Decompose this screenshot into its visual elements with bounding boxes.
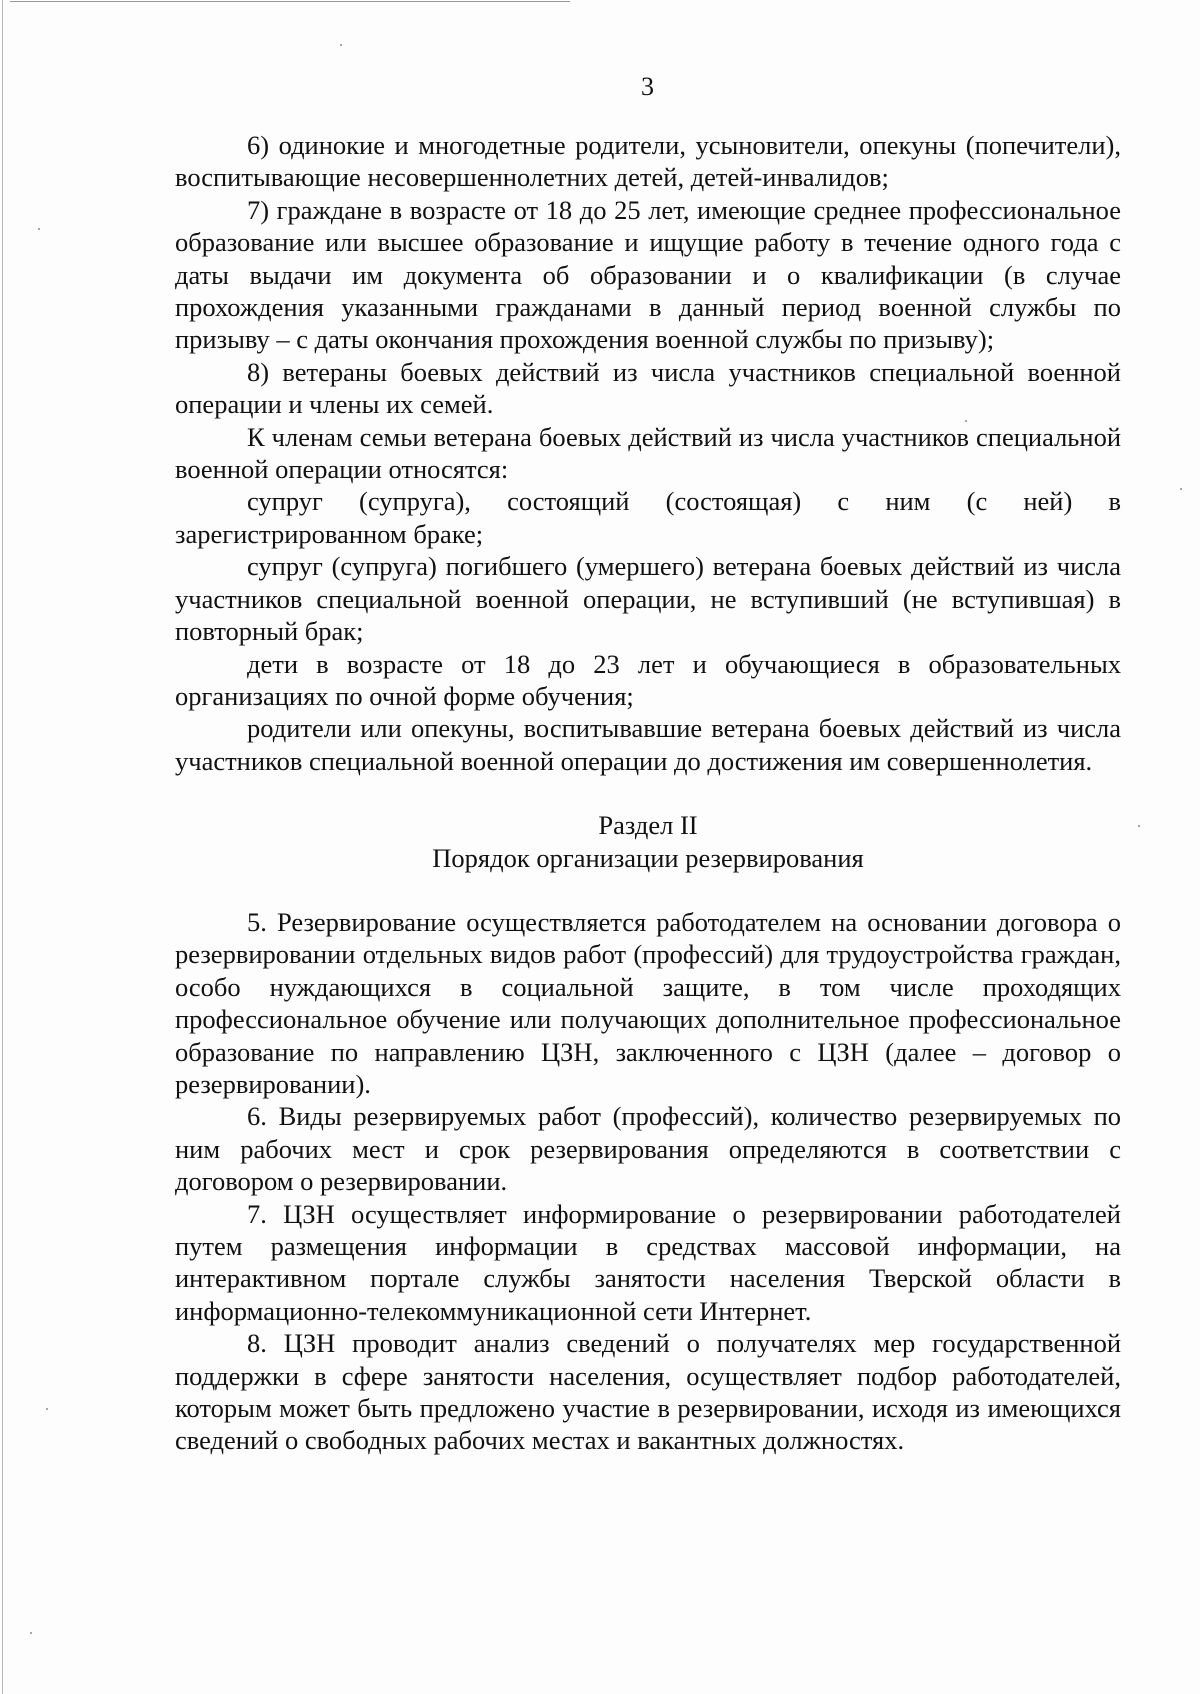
scan-speck [1180, 488, 1182, 490]
document-body [175, 129, 1121, 1457]
section-title: Порядок организации резервирования [432, 842, 864, 873]
clause-8: 8. ЦЗН проводит анализ сведений о получателях мер государственной поддержки в сфере занятости населения, осуществляет подбор работодателей, которым может быть предложено участие в резервировании, исходя из имеющихся сведений о свободных рабочих местах и вакантных должностях. [175, 1328, 1121, 1456]
scan-speck [1138, 825, 1140, 827]
list-item-6: 6) одинокие и многодетные родители, усыновители, опекуны (попечители), воспитывающие несовершеннолетних детей, детей-инвалидов; [175, 130, 1121, 193]
list-item-7: 7) граждане в возрасте от 18 до 25 лет, имеющие среднее профессиональное образование или высшее образование и ищущие работу в течение одного года с даты выдачи им документа об образовании и о квалификации (в случае прохождения указанными гражданами в данный период военной службы по призыву – с даты окончания прохождения военной службы по призыву); [175, 194, 1121, 355]
family-member-parents: родители или опекуны, воспитывавшие ветерана боевых действий из числа участников специальной военной операции до достижения им совершеннолетия. [175, 713, 1121, 776]
clause-7: 7. ЦЗН осуществляет информирование о резервировании работодателей путем размещения информации в средствах массовой информации, на интерактивном портале службы занятости населения Тверской области в информационно-телекоммуникационной сети Интернет. [175, 1198, 1121, 1326]
section-label: Раздел II [598, 810, 698, 841]
scan-edge-top [10, 1, 570, 2]
clause-5: 5. Резервирование осуществляется работодателем на основании договора о резервировании отдельных видов работ (профессий) для трудоустройства граждан, особо нуждающихся в социальной защите, в том числе проходящих профессиональное обучение или получающих дополнительное профессиональное образование по направлению ЦЗН, заключенного с ЦЗН (далее – договор о резервировании). [175, 906, 1121, 1099]
family-member-spouse: супруг (супруга), состоящий (состоящая) с ним (с ней) в зарегистрированном браке; [175, 486, 1121, 549]
scan-edge-left [2, 0, 3, 1694]
list-item-8: 8) ветераны боевых действий из числа участников специальной военной операции и члены их семей. [175, 356, 1121, 420]
scan-speck [30, 1632, 32, 1634]
scan-speck [38, 228, 40, 230]
scan-speck [340, 44, 342, 46]
clause-6: 6. Виды резервируемых работ (профессий), количество резервируемых по ним рабочих мест и срок резервирования определяются в соответствии с договором о резервировании. [175, 1101, 1121, 1197]
family-member-children: дети в возрасте от 18 до 23 лет и обучающиеся в образовательных организациях по очной форме обучения; [175, 648, 1121, 711]
page-number: 3 [641, 72, 654, 101]
family-members-intro: К членам семьи ветерана боевых действий из числа участников специальной военной операции относятся: [175, 421, 1121, 485]
scan-speck [46, 1408, 48, 1410]
family-member-widowed-spouse: супруг (супруга) погибшего (умершего) ветерана боевых действий из числа участников специальной военной операции, не вступивший (не вступившая) в повторный брак; [175, 551, 1121, 647]
